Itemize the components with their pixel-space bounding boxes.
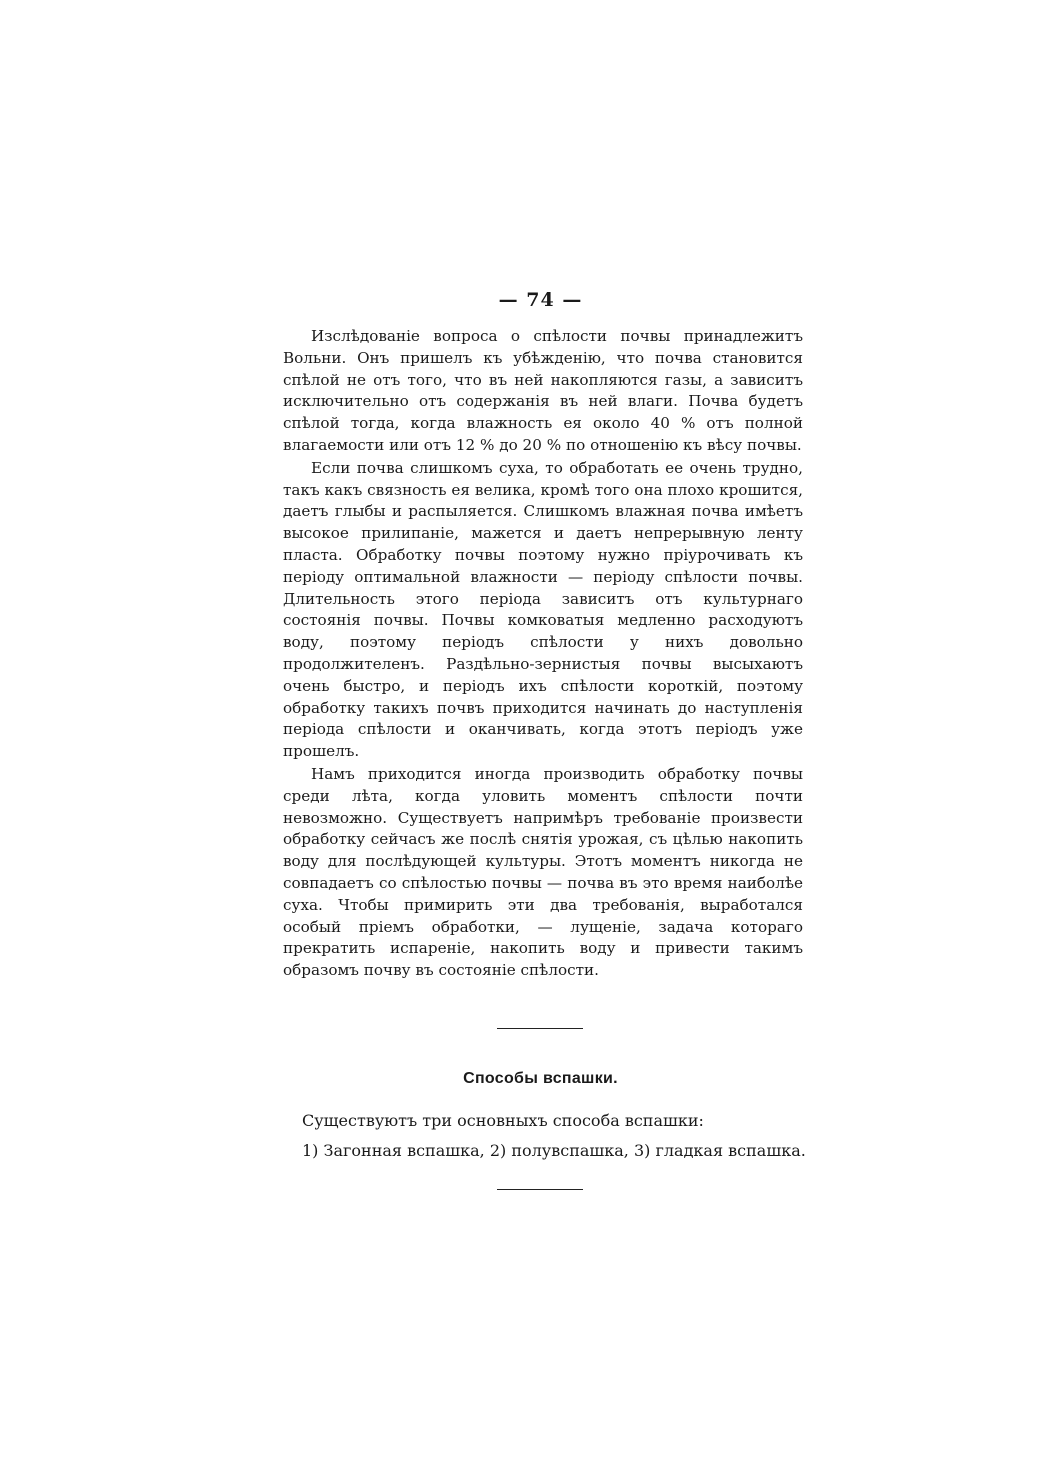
- page-number: — 74 —: [498, 289, 583, 311]
- paragraph-2: Если почва слишкомъ суха, то обработать ее очень трудно, такъ какъ связность ея велика, кромѣ того она плохо крошится, даетъ глыбы и распыляется. Слишкомъ влажная почва имѣетъ высокое прилипаніе, мажется и даетъ непрерывную ленту пласта. Обработку почвы поэтому нужно пріурочивать къ періоду оптимальной влажности — періоду спѣлости почвы. Длительность этого періода зависитъ отъ культурнаго состоянія почвы. Почвы комковатыя медленно расходуютъ воду, поэтому періодъ спѣлости у нихъ довольно продолжителенъ. Раздѣльно-зернистыя почвы высыхаютъ очень быстро, и періодъ ихъ спѣлости короткій, поэтому обработку такихъ почвъ приходится начинать до наступленія періода спѣлости и оканчивать, когда этотъ періодъ уже прошелъ.: [283, 458, 803, 761]
- section-list: 1) Загонная вспашка, 2) полувспашка, 3) гладкая вспашка.: [302, 1141, 806, 1160]
- paragraph-1: Изслѣдованіе вопроса о спѣлости почвы принадлежитъ Вольни. Онъ пришелъ къ убѣжденію, что почва становится спѣлой не отъ того, что въ ней накопляются газы, а зависитъ исключительно отъ содержанія въ ней влаги. Почва будетъ спѣлой тогда, когда влажность ея около 40 % отъ полной влагаемости или отъ 12 % до 20 % по отношенію къ вѣсу почвы.: [283, 327, 803, 454]
- section-heading: Способы вспашки.: [463, 1070, 618, 1087]
- body-text: [283, 326, 803, 983]
- paragraph-3: Намъ приходится иногда производить обработку почвы среди лѣта, когда уловить моментъ спѣлости почти невозможно. Существуетъ напримѣръ требованіе произвести обработку сейчасъ же послѣ снятія урожая, съ цѣлью накопить воду для послѣдующей культуры. Этотъ моментъ никогда не совпадаетъ со спѣлостью почвы — почва въ это время наиболѣе суха. Чтобы примирить эти два требованія, выработался особый пріемъ обработки, — лущеніе, задача котораго прекратить испареніе, накопить воду и привести такимъ образомъ почву въ состояніе спѣлости.: [283, 764, 803, 980]
- divider-rule: [497, 1189, 583, 1190]
- divider-rule: [497, 1028, 583, 1029]
- section-intro: Существуютъ три основныхъ способа вспашки:: [302, 1111, 704, 1130]
